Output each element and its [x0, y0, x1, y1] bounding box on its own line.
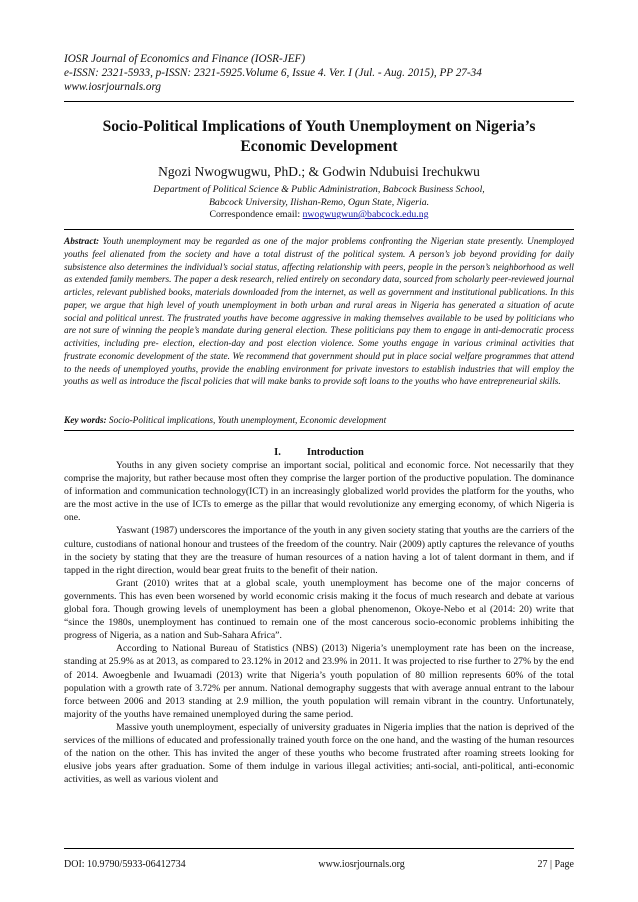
- issn-line: e-ISSN: 2321-5933, p-ISSN: 2321-5925.Volume 6, Issue 4. Ver. I (Jul. - Aug. 2015), PP 27-34: [64, 67, 482, 79]
- footer-page-number: 27 | Page: [537, 859, 574, 870]
- keywords-divider: [64, 430, 574, 431]
- body-text: [64, 459, 574, 786]
- section-heading: [64, 447, 574, 458]
- section-number: I.: [274, 447, 281, 458]
- affiliation-line-2: Babcock University, Ilishan-Remo, Ogun State, Nigeria.: [208, 196, 430, 208]
- abstract-text: Youth unemployment may be regarded as one of the major problems confronting the Nigerian state presently. Unemployed youths feel alienated from the society and have a total distrust of the political system. A person’s job beyond providing for daily subsistence also determines the individual’s social status, affecting relationship with peers, people in the person’s neighborhood as well as extended family members. The paper a desk research, relied entirely on secondary data, sourced from scholarly peer-reviewed journal articles, relevant published books, materials downloaded from the internet, as well as government and institutional publications. In this paper, we argue that high level of youth unemployment in both urban and rural areas in Nigeria has generated a situation of acute social and political unrest. The frustrated youths have become aggressive in making themselves available to be used by politicians who are not sure of winning the people’s mandate during general election. These politicians pay them to engage in anti-democratic process activities, including pre- election, election-day and post election violence. Some youths engage in various criminal activities that frustrate economic development of the state. We recommend that government should put in place social welfare programmes that attend to the needs of unemployed youths, provide the enabling environment for private investors to establish industries that will employ the youths as well as introduce the fiscal policies that will make banks to provide soft loans to the youths who have entrepreneurial skills.: [64, 237, 574, 388]
- section-title: Introduction: [306, 447, 364, 458]
- correspondence: [64, 209, 574, 222]
- page-footer: [64, 848, 574, 870]
- paragraph: Yaswant (1987) underscores the importance of the youth in any given society stating that youths are the carriers of the culture, custodians of national honour and trustees of the freedom of the country. Nair (2009) aptly captures the relevance of youths in the society by stating that they are the treasure of human resources of a nation having a lot of talent dormant in them, and if tapped in the right direction, would bear great fruits to the benefit of their nation.: [64, 525, 574, 576]
- journal-header: [64, 52, 574, 94]
- paragraph: Youths in any given society comprise an important social, political and economic force. Not necessarily that they comprise the majority, but rather because most often they comprise the larger portion of the productive population. The dominance of information and communication technology(ICT) in an increasingly globalized world provides the platform for the youths, who are the most active in the use of ICTs to emerge as the pillar that would revolutionize any emerging economy, of which Nigeria is one.: [64, 460, 574, 524]
- title-line-1: Socio-Political Implications of Youth Unemployment on Nigeria’s: [102, 118, 536, 135]
- paragraph: Grant (2010) writes that at a global scale, youth unemployment has become one of the major concerns of governments. This has even been worsened by world economic crisis making it the focus of much research and debate at various global fora. Though growing levels of unemployment has been a global phenomenon, Okoye-Nebo et al (2014: 20) write that “since the 1980s, unemployment has continued to remain one of the most cancerous socio-economic problems inhibiting the progress of Nigeria, as a nation and Sub-Sahara Africa”.: [64, 577, 574, 642]
- paragraph: According to National Bureau of Statistics (NBS) (2013) Nigeria’s unemployment rate has been on the increase, standing at 25.9% as at 2013, as compared to 23.12% in 2012 and 23.9% in 2011. It was projected to rise further to 27% by the end of 2014. Awoegbenle and Iwuamadi (2013) write that Nigeria’s youth population of 80 million represents 60% of the total population with a growth rate of 3.72% per annum. National demography suggests that with average annual entrant to the labour force between 2006 and 2013 standing at 2.9 million, the youth population will remain vibrant in the country. Unfortunately, majority of the youths have remained unemployed during the same period.: [64, 643, 574, 720]
- affiliation: [64, 184, 574, 209]
- footer-divider: [64, 848, 574, 849]
- affiliation-line-1: Department of Political Science & Public Administration, Babcock Business School,: [153, 184, 485, 195]
- journal-website: www.iosrjournals.org: [64, 81, 161, 93]
- paragraph: Massive youth unemployment, especially of university graduates in Nigeria implies that the nation is deprived of the services of the millions of educated and professionally trained youth force on the one hand, and the wasting of the human resources of the nation on the other. This has invited the anger of these youths who become frustrated after roaming streets looking for elusive jobs years after graduation. Some of them indulge in various illegal activities; anti-social, anti-political, anti-economic activities, as well as various violent and: [64, 721, 574, 786]
- keywords-label: Key words:: [64, 416, 107, 426]
- keywords-text: Socio-Political implications, Youth unemployment, Economic development: [106, 416, 387, 426]
- journal-name: IOSR Journal of Economics and Finance (IOSR-JEF): [64, 53, 306, 65]
- title-line-2: Economic Development: [240, 138, 398, 155]
- abstract-label: Abstract:: [64, 237, 100, 247]
- footer-website: www.iosrjournals.org: [318, 859, 405, 870]
- footer-doi: DOI: 10.9790/5933-06412734: [64, 859, 186, 870]
- abstract-divider: [64, 229, 574, 230]
- abstract: [64, 236, 574, 389]
- authors: Ngozi Nwogwugwu, PhD.; & Godwin Ndubuisi Irechukwu: [158, 164, 480, 179]
- correspondence-email-link[interactable]: nwogwugwun@babcock.edu.ng: [302, 209, 429, 220]
- keywords: [64, 415, 574, 428]
- correspondence-label: Correspondence email:: [209, 209, 303, 220]
- header-divider: [64, 101, 574, 102]
- paper-title: [64, 117, 574, 157]
